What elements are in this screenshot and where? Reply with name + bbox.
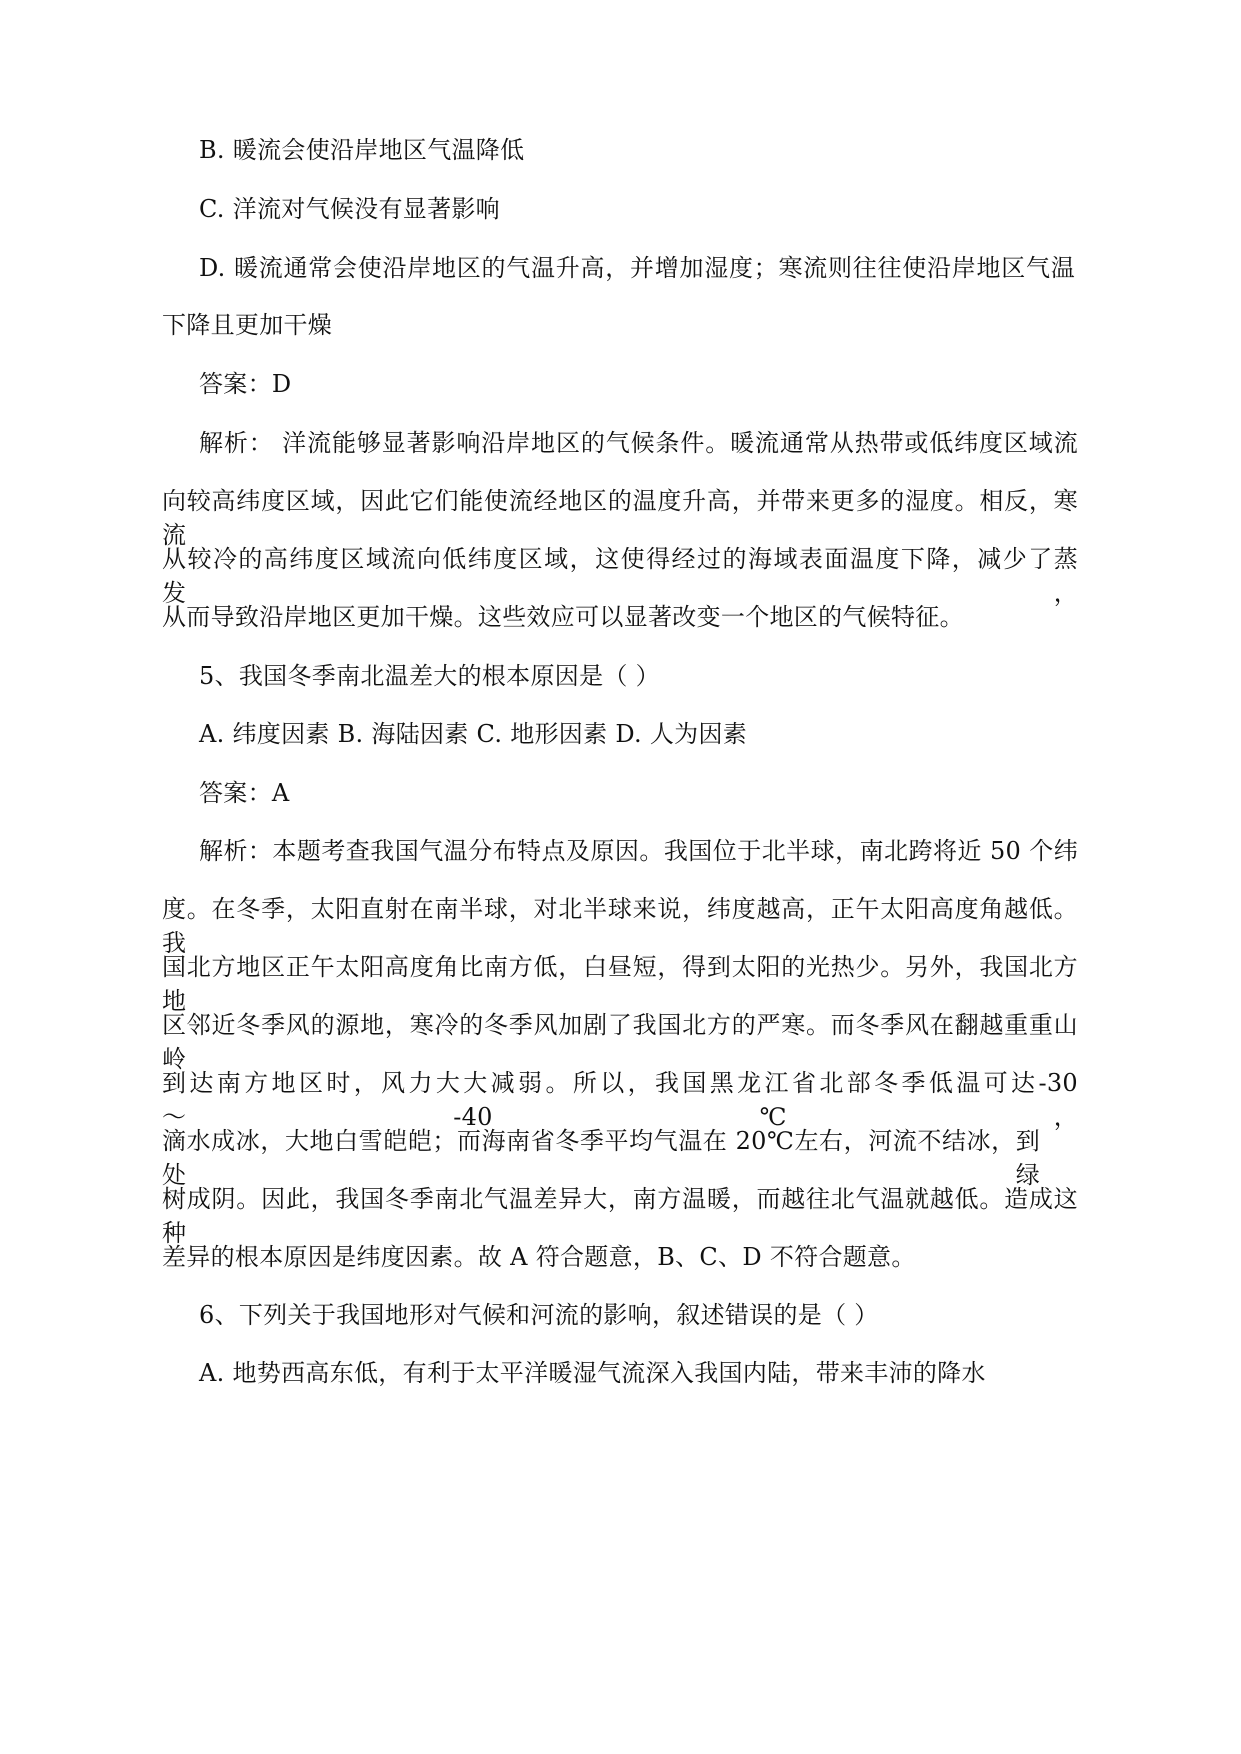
question-6: 6、下列关于我国地形对气候和河流的影响，叙述错误的是（ ） [199, 1301, 879, 1329]
analysis-5-line: 差异的根本原因是纬度因素。故 A 符合题意，B、C、D 不符合题意。 [162, 1243, 916, 1271]
answer-5: 答案：A [199, 779, 290, 807]
analysis-5-line: 树成阴。因此，我国冬季南北气温差异大，南方温暖，而越往北气温就越低。造成这种 [162, 1185, 1078, 1247]
analysis-5-line: 解析：本题考查我国气温分布特点及原因。我国位于北半球，南北跨将近 50 个纬 [199, 837, 1078, 865]
analysis-5-line: 区邻近冬季风的源地，寒冷的冬季风加剧了我国北方的严寒。而冬季风在翻越重重山岭 [162, 1011, 1078, 1073]
option-d-text-cont: 下降且更加干燥 [162, 311, 333, 339]
answer-4: 答案：D [199, 370, 292, 398]
analysis-5-line: 国北方地区正午太阳高度角比南方低，白昼短，得到太阳的光热少。另外，我国北方地 [162, 953, 1078, 1015]
option-c-text: C. 洋流对气候没有显著影响 [199, 195, 500, 223]
analysis-4-line: 向较高纬度区域，因此它们能使流经地区的温度升高，并带来更多的湿度。相反，寒流 [162, 487, 1078, 549]
question-5: 5、我国冬季南北温差大的根本原因是（ ） [199, 662, 660, 690]
option-b-text: B. 暖流会使沿岸地区气温降低 [199, 136, 525, 164]
question-5-options: A. 纬度因素 B. 海陆因素 C. 地形因素 D. 人为因素 [199, 720, 748, 748]
analysis-4-line: 解析： 洋流能够显著影响沿岸地区的气候条件。暖流通常从热带或低纬度区域流 [199, 429, 1078, 457]
question-6-option-a: A. 地势西高东低，有利于太平洋暖湿气流深入我国内陆，带来丰沛的降水 [199, 1359, 986, 1387]
analysis-5-line: 滴水成冰，大地白雪皑皑；而海南省冬季平均气温在 20℃左右，河流不结冰，到处绿 [162, 1127, 1040, 1189]
analysis-5-line: 到达南方地区时，风力大大减弱。所以，我国黑龙江省北部冬季低温可达-30～-40℃， [162, 1069, 1078, 1131]
analysis-5-line: 度。在冬季，太阳直射在南半球，对北半球来说，纬度越高，正午太阳高度角越低。我 [162, 895, 1078, 957]
analysis-4-line: 从而导致沿岸地区更加干燥。这些效应可以显著改变一个地区的气候特征。 [162, 603, 964, 631]
option-d-text: D. 暖流通常会使沿岸地区的气温升高，并增加湿度；寒流则往往使沿岸地区气温 [199, 254, 1075, 282]
analysis-4-line: 从较冷的高纬度区域流向低纬度区域，这使得经过的海域表面温度下降，减少了蒸发， [162, 545, 1078, 607]
